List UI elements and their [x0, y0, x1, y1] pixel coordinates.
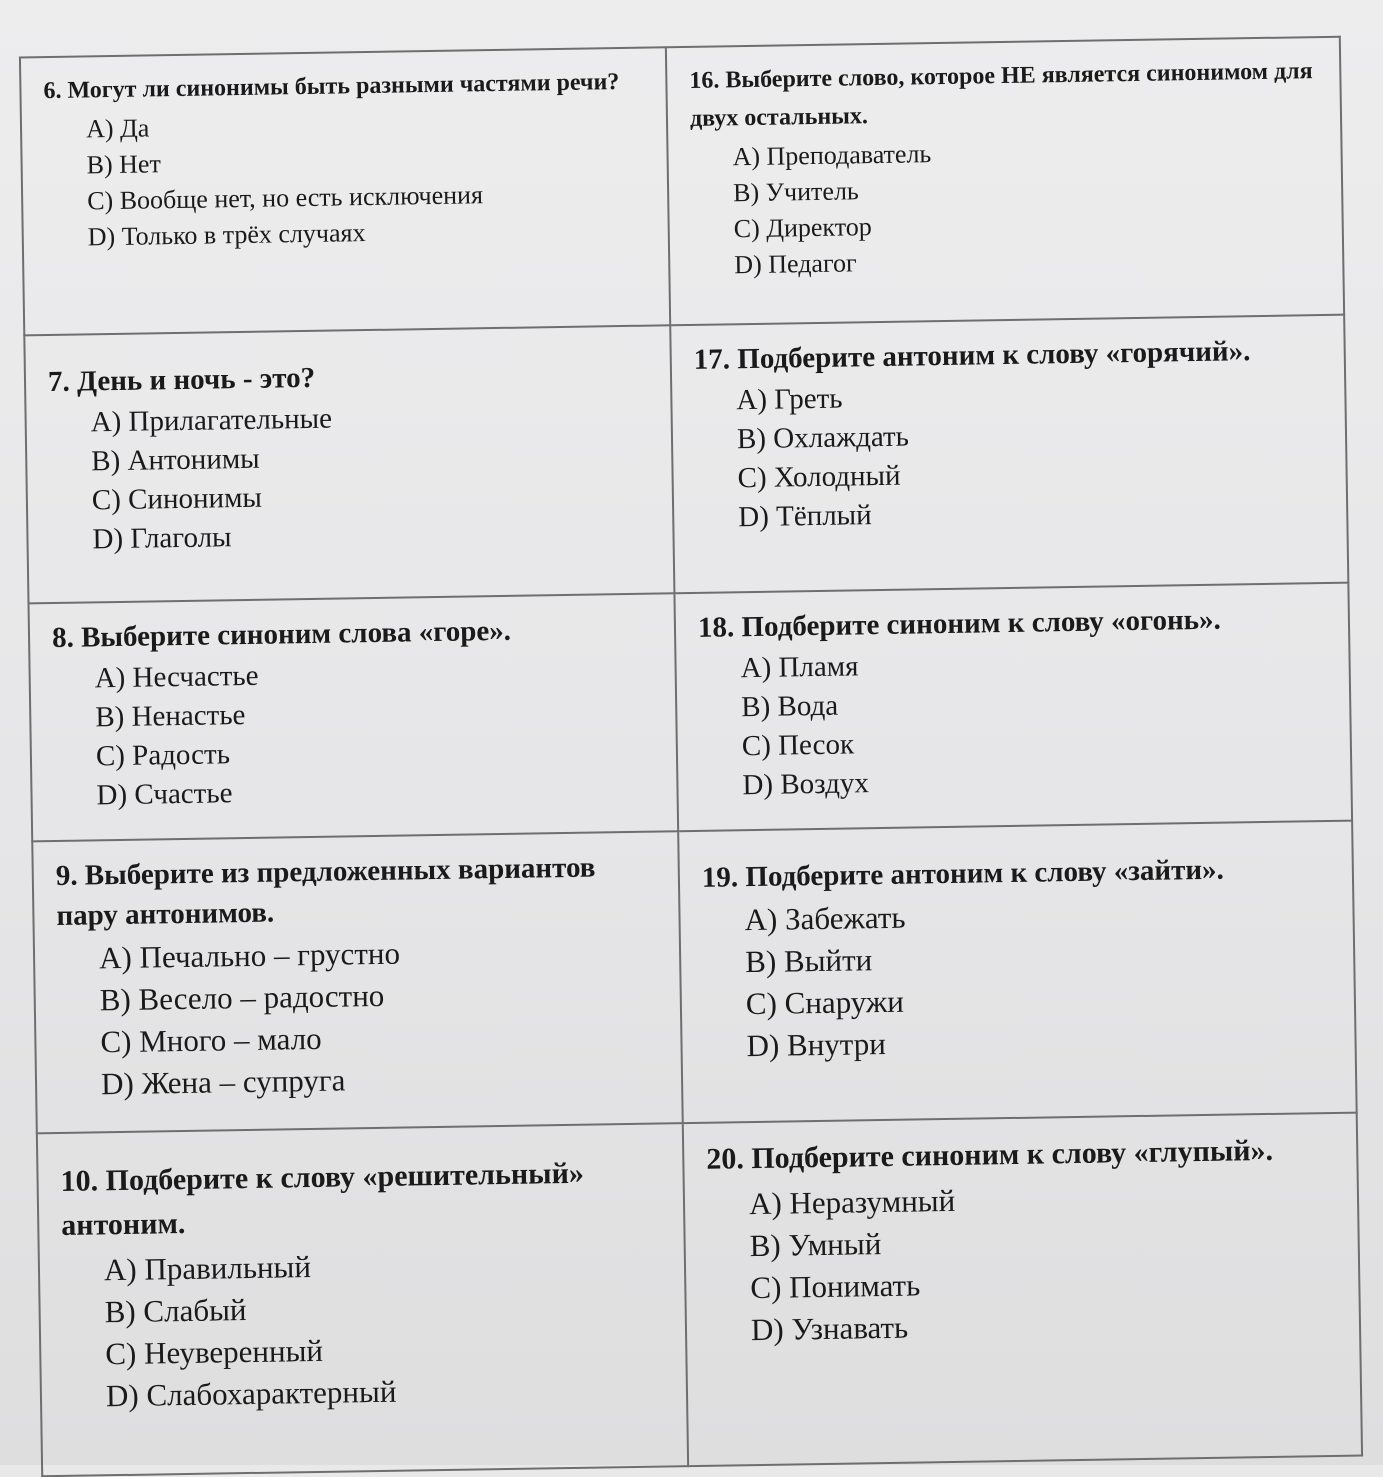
answer-option: D) Воздух — [742, 767, 870, 802]
question-cell-6 — [20, 47, 670, 335]
answer-option: B) Ненастье — [95, 698, 246, 734]
table-row — [29, 583, 1353, 842]
table-row — [24, 315, 1348, 604]
answer-options — [702, 890, 1337, 1068]
answer-option: B) Охлаждать — [736, 420, 910, 456]
answer-option: B) Слабый — [104, 1292, 247, 1330]
question-cell-16 — [666, 37, 1344, 326]
answer-options — [44, 103, 650, 256]
answer-option: C) Неуверенный — [105, 1332, 324, 1372]
answer-option: D) Слабохарактерный — [105, 1373, 397, 1414]
answer-options — [52, 651, 658, 816]
answer-option: B) Выйти — [744, 942, 873, 980]
question-text: 8. Выберите синоним слова «горе». — [51, 614, 512, 655]
answer-option: B) Учитель — [732, 176, 860, 208]
question-text: 9. Выберите из предложенных вариантов пару антонимов. — [55, 851, 596, 932]
question-cell-7 — [24, 325, 674, 603]
answer-option: D) Счастье — [96, 777, 233, 812]
answer-option: D) Узнавать — [750, 1309, 909, 1348]
question-cell-9 — [32, 831, 683, 1133]
answer-options — [694, 372, 1328, 538]
question-cell-10 — [37, 1123, 688, 1476]
answer-option: D) Тёплый — [737, 499, 872, 534]
answer-option: B) Нет — [86, 149, 162, 180]
answer-option: B) Вода — [740, 689, 839, 724]
answer-option: A) Да — [85, 113, 150, 144]
question-text: 20. Подберите синоним к слову «глупый». — [706, 1133, 1274, 1176]
answer-option: D) Педагог — [734, 248, 857, 280]
answer-option: B) Умный — [749, 1226, 882, 1264]
answer-option: A) Прилагательные — [90, 402, 333, 439]
answer-options — [698, 640, 1332, 806]
answer-option: C) Понимать — [750, 1267, 921, 1306]
answer-option: C) Радость — [95, 738, 231, 773]
answer-option: B) Антонимы — [91, 442, 260, 478]
question-cell-18 — [674, 583, 1352, 832]
question-text: 19. Подберите антоним к слову «зайти». — [701, 853, 1225, 894]
answer-option: A) Греть — [736, 382, 843, 417]
answer-option: B) Весело – радостно — [99, 977, 385, 1018]
question-cell-19 — [678, 821, 1357, 1124]
answer-option: A) Правильный — [103, 1249, 312, 1288]
table-row — [37, 1113, 1362, 1477]
answer-option: D) Внутри — [746, 1025, 887, 1064]
answer-options — [48, 395, 654, 560]
answer-option: A) Забежать — [744, 899, 906, 938]
answer-option: C) Синонимы — [91, 481, 263, 517]
answer-option: C) Директор — [733, 212, 872, 244]
answer-options — [57, 928, 664, 1105]
answer-option: C) Много – мало — [100, 1020, 322, 1060]
question-cell-20 — [683, 1113, 1362, 1467]
question-text: 6. Могут ли синонимы быть разными частями речи? — [43, 69, 620, 105]
answer-option: A) Неразумный — [748, 1182, 956, 1222]
answer-option: A) Пламя — [740, 650, 859, 685]
answer-option: D) Глаголы — [92, 521, 232, 556]
answer-options — [690, 130, 1324, 284]
question-cell-17 — [670, 315, 1348, 594]
answer-option: C) Снаружи — [745, 983, 905, 1022]
table-row — [20, 37, 1344, 336]
question-text: 18. Подберите синоним к слову «огонь». — [697, 603, 1222, 644]
answer-option: D) Жена – супруга — [100, 1062, 346, 1102]
answer-option: C) Вообще нет, но есть исключения — [86, 180, 484, 216]
answer-option: D) Только в трёх случаях — [87, 218, 366, 252]
table-row — [32, 821, 1356, 1134]
answer-options — [707, 1174, 1342, 1352]
answer-option: C) Песок — [741, 728, 855, 763]
answer-option: A) Печально – грустно — [98, 935, 401, 976]
question-text: 10. Подберите к слову «решительный» антоним. — [60, 1156, 585, 1242]
question-cell-8 — [29, 593, 679, 841]
answer-options — [62, 1240, 669, 1417]
question-text: 17. Подберите антоним к слову «горячий». — [693, 335, 1251, 376]
question-text: 16. Выберите слово, которое НЕ является синонимом для двух остальных. — [689, 58, 1313, 132]
question-text: 7. День и ночь - это? — [47, 361, 316, 399]
quiz-table — [19, 36, 1363, 1477]
answer-option: A) Несчастье — [94, 659, 259, 695]
answer-option: C) Холодный — [737, 459, 901, 495]
answer-option: A) Преподаватель — [732, 139, 932, 172]
